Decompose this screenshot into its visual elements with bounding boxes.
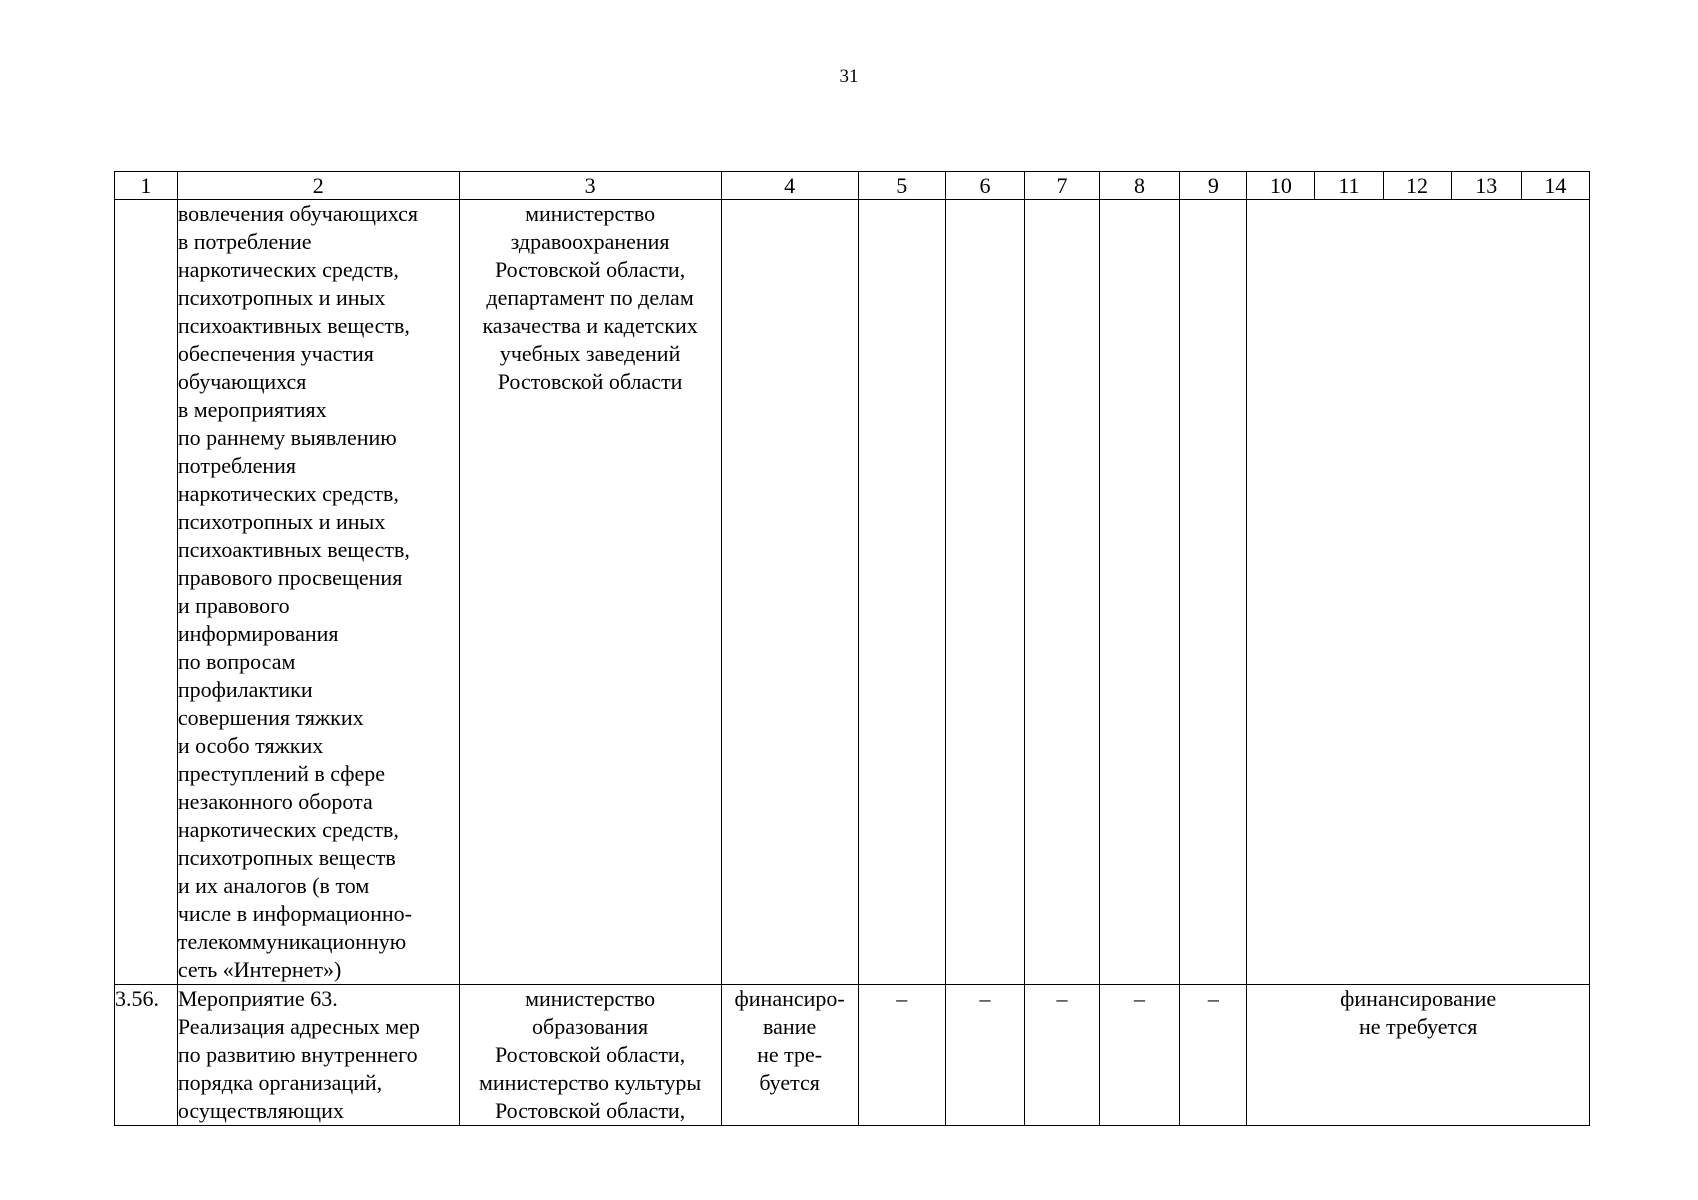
row2-financing-note: финансиро- вание не тре- буется [721,985,858,1126]
row1-col4 [721,200,858,985]
row1-description: вовлечения обучающихся в потребление наркотических средств, психотропных и иных психоактивных веществ, обеспечения участия обучающихся в мероприятиях по раннему выявлению потребления наркотических средств, психотропных и иных психоактивных веществ, правового просвещения и правового информирования по вопросам профилактики совершения тяжких и особо тяжких преступлений в сфере незаконного оборота наркотических средств, психотропных веществ и их аналогов (в том числе в информационно- телекоммуникационную сеть «Интернет») [177,200,459,985]
header-cell-11: 11 [1315,172,1383,200]
row1-col6 [945,200,1025,985]
row1-col5 [858,200,945,985]
table-row [115,985,1590,1126]
header-cell-12: 12 [1383,172,1451,200]
row2-number: 3.56. [115,985,178,1126]
header-cell-13: 13 [1451,172,1521,200]
header-cell-14: 14 [1521,172,1589,200]
header-row [115,172,1590,200]
page-number: 31 [839,66,859,87]
row1-col9 [1180,200,1247,985]
row2-col6-dash: – [945,985,1025,1126]
row1-col7 [1025,200,1099,985]
row1-col8 [1099,200,1180,985]
row2-col7-dash: – [1025,985,1099,1126]
header-cell-7: 7 [1025,172,1099,200]
program-table [114,171,1590,1126]
row2-financing-merged: финансирование не требуется [1247,985,1590,1126]
row1-number [115,200,178,985]
header-cell-1: 1 [115,172,178,200]
row1-executor: министерство здравоохранения Ростовской области, департамент по делам казачества и кадетских учебных заведений Ростовской области [459,200,721,985]
header-cell-4: 4 [721,172,858,200]
row2-executor: министерство образования Ростовской области, министерство культуры Ростовской области, [459,985,721,1126]
header-cell-10: 10 [1247,172,1315,200]
row2-col9-dash: – [1180,985,1247,1126]
header-cell-8: 8 [1099,172,1180,200]
header-cell-5: 5 [858,172,945,200]
header-cell-2: 2 [177,172,459,200]
row1-col10-14 [1247,200,1590,985]
row2-col5-dash: – [858,985,945,1126]
row2-description: Мероприятие 63. Реализация адресных мер по развитию внутреннего порядка организаций, осуществляющих [177,985,459,1126]
row2-col8-dash: – [1099,985,1180,1126]
header-cell-9: 9 [1180,172,1247,200]
table-row [115,200,1590,985]
header-cell-6: 6 [945,172,1025,200]
header-cell-3: 3 [459,172,721,200]
